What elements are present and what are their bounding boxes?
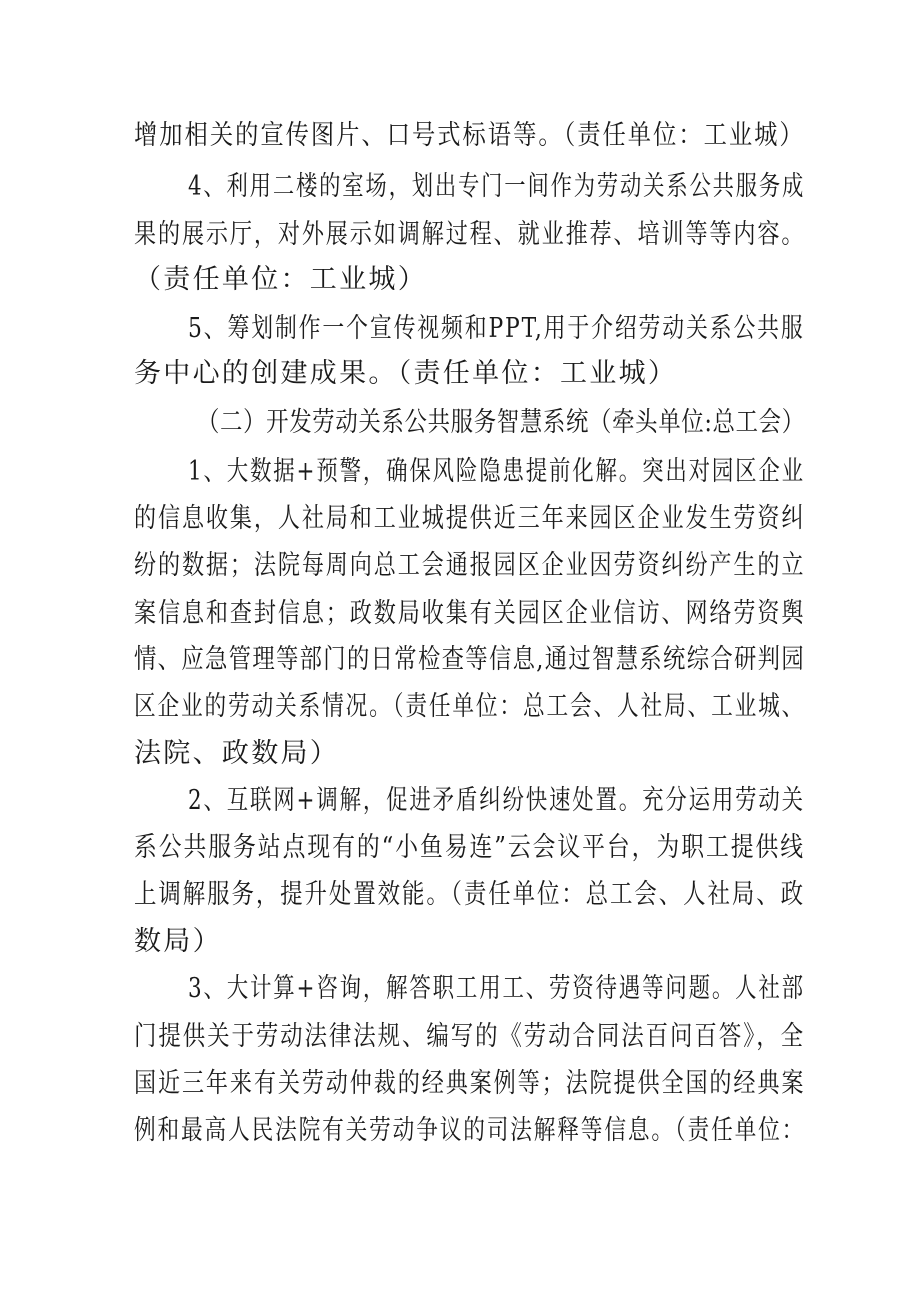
text-line: 2、互联网+调解，促进矛盾纠纷快速处置。充分运用劳动关 bbox=[188, 785, 805, 816]
text-line: 情、应急管理等部门的日常检查等信息,通过智慧系统综合研判园 bbox=[134, 644, 806, 675]
text-line: 例和最高人民法院有关劳动争议的司法解释等信息。（责任单位： bbox=[134, 1115, 806, 1146]
text-line: 务中心的创建成果。（责任单位：工业城） bbox=[134, 358, 678, 389]
text-line: 上调解服务，提升处置效能。（责任单位：总工会、人社局、政 bbox=[134, 879, 805, 910]
text-line: 区企业的劳动关系情况。（责任单位：总工会、人社局、工业城、 bbox=[134, 691, 806, 722]
text-line: 1、大数据+预警，确保风险隐患提前化解。突出对园区企业 bbox=[188, 456, 805, 487]
text-line: 门提供关于劳动法律法规、编写的《劳动合同法百问百答》，全 bbox=[134, 1021, 805, 1052]
text-line: 法院、政数局） bbox=[134, 738, 340, 769]
text-line: 国近三年来有关劳动仲裁的经典案例等；法院提供全国的经典案 bbox=[134, 1068, 806, 1099]
text-line: 3、大计算+咨询，解答职工用工、劳资待遇等问题。人社部 bbox=[188, 973, 805, 1004]
section-heading: （二）开发劳动关系公共服务智慧系统（牵头单位:总工会） bbox=[197, 407, 805, 438]
text-line: 纷的数据；法院每周向总工会通报园区企业因劳资纠纷产生的立 bbox=[134, 550, 806, 581]
text-line: 4、利用二楼的室场，划出专门一间作为劳动关系公共服务成 bbox=[188, 171, 806, 202]
text-line: 5、筹划制作一个宣传视频和PPT,用于介绍劳动关系公共服 bbox=[188, 313, 805, 344]
text-line: 果的展示厅，对外展示如调解过程、就业推荐、培训等等内容。 bbox=[134, 219, 806, 250]
text-line: 数局） bbox=[134, 926, 222, 957]
text-line: 增加相关的宣传图片、口号式标语等。（责任单位：工业城） bbox=[134, 120, 805, 151]
text-line: 案信息和查封信息；政数局收集有关园区企业信访、网络劳资舆 bbox=[134, 598, 806, 629]
text-line: （责任单位：工业城） bbox=[134, 264, 427, 295]
text-line: 系公共服务站点现有的“小鱼易连”云会议平台，为职工提供线 bbox=[134, 832, 806, 863]
text-line: 的信息收集，人社局和工业城提供近三年来园区企业发生劳资纠 bbox=[134, 503, 806, 534]
